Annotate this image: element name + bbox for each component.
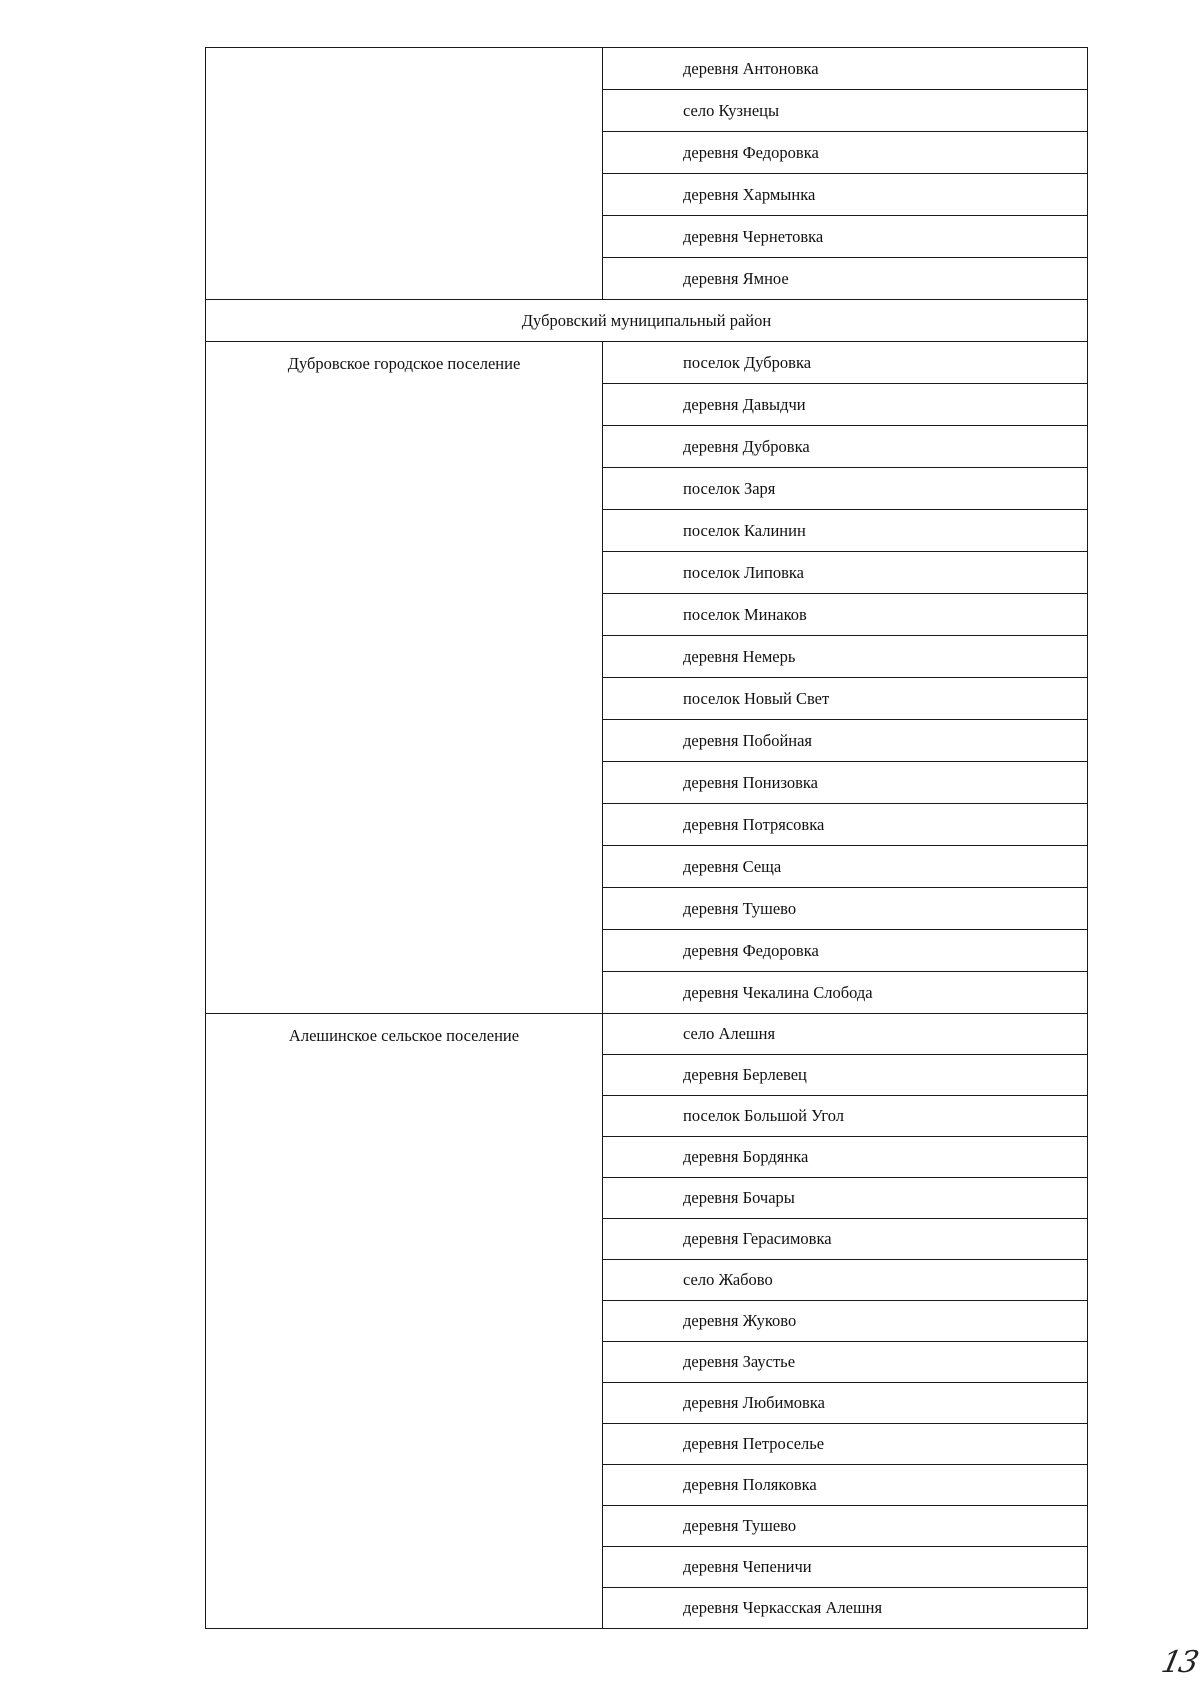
settlement-cell: село Алешня (603, 1014, 1088, 1055)
settlement-cell: село Кузнецы (603, 90, 1088, 132)
group-cell-dubrovka: Дубровское городское поселение (206, 342, 603, 1014)
district-title: Дубровский муниципальный район (206, 300, 1088, 342)
settlement-cell: деревня Тушево (603, 888, 1088, 930)
settlement-cell: деревня Бочары (603, 1178, 1088, 1219)
settlement-cell: село Жабово (603, 1260, 1088, 1301)
settlement-cell: деревня Черкасская Алешня (603, 1588, 1088, 1629)
table-row (206, 1014, 1088, 1055)
settlement-cell: деревня Бордянка (603, 1137, 1088, 1178)
page-number: 13 (1158, 1645, 1200, 1680)
settlement-cell: деревня Федоровка (603, 930, 1088, 972)
settlement-cell: деревня Федоровка (603, 132, 1088, 174)
settlement-cell: деревня Потрясовка (603, 804, 1088, 846)
settlement-cell: поселок Липовка (603, 552, 1088, 594)
settlement-cell: деревня Поляковка (603, 1465, 1088, 1506)
settlement-cell: деревня Петроселье (603, 1424, 1088, 1465)
settlement-cell: деревня Побойная (603, 720, 1088, 762)
table-row (206, 342, 1088, 384)
settlement-cell: деревня Хармынка (603, 174, 1088, 216)
settlement-cell: деревня Заустье (603, 1342, 1088, 1383)
group-cell-aleshnya: Алешинское сельское поселение (206, 1014, 603, 1629)
settlement-cell: деревня Чернетовка (603, 216, 1088, 258)
settlement-cell: деревня Сеща (603, 846, 1088, 888)
settlement-cell: поселок Большой Угол (603, 1096, 1088, 1137)
settlement-cell: деревня Ямное (603, 258, 1088, 300)
settlement-cell: деревня Жуково (603, 1301, 1088, 1342)
district-row (206, 300, 1088, 342)
settlement-cell: поселок Новый Свет (603, 678, 1088, 720)
settlement-cell: деревня Герасимовка (603, 1219, 1088, 1260)
settlement-cell: деревня Берлевец (603, 1055, 1088, 1096)
settlement-cell: деревня Тушево (603, 1506, 1088, 1547)
settlement-cell: деревня Чепеничи (603, 1547, 1088, 1588)
settlement-cell: поселок Минаков (603, 594, 1088, 636)
settlement-cell: деревня Любимовка (603, 1383, 1088, 1424)
settlement-cell: деревня Понизовка (603, 762, 1088, 804)
settlement-cell: деревня Давыдчи (603, 384, 1088, 426)
table-row (206, 48, 1088, 90)
settlements-table (205, 47, 1088, 1629)
settlement-cell: деревня Антоновка (603, 48, 1088, 90)
settlement-cell: поселок Калинин (603, 510, 1088, 552)
settlement-cell: поселок Заря (603, 468, 1088, 510)
group-cell-continued (206, 48, 603, 300)
settlement-cell: деревня Немерь (603, 636, 1088, 678)
settlement-cell: деревня Чекалина Слобода (603, 972, 1088, 1014)
settlement-cell: деревня Дубровка (603, 426, 1088, 468)
settlement-cell: поселок Дубровка (603, 342, 1088, 384)
